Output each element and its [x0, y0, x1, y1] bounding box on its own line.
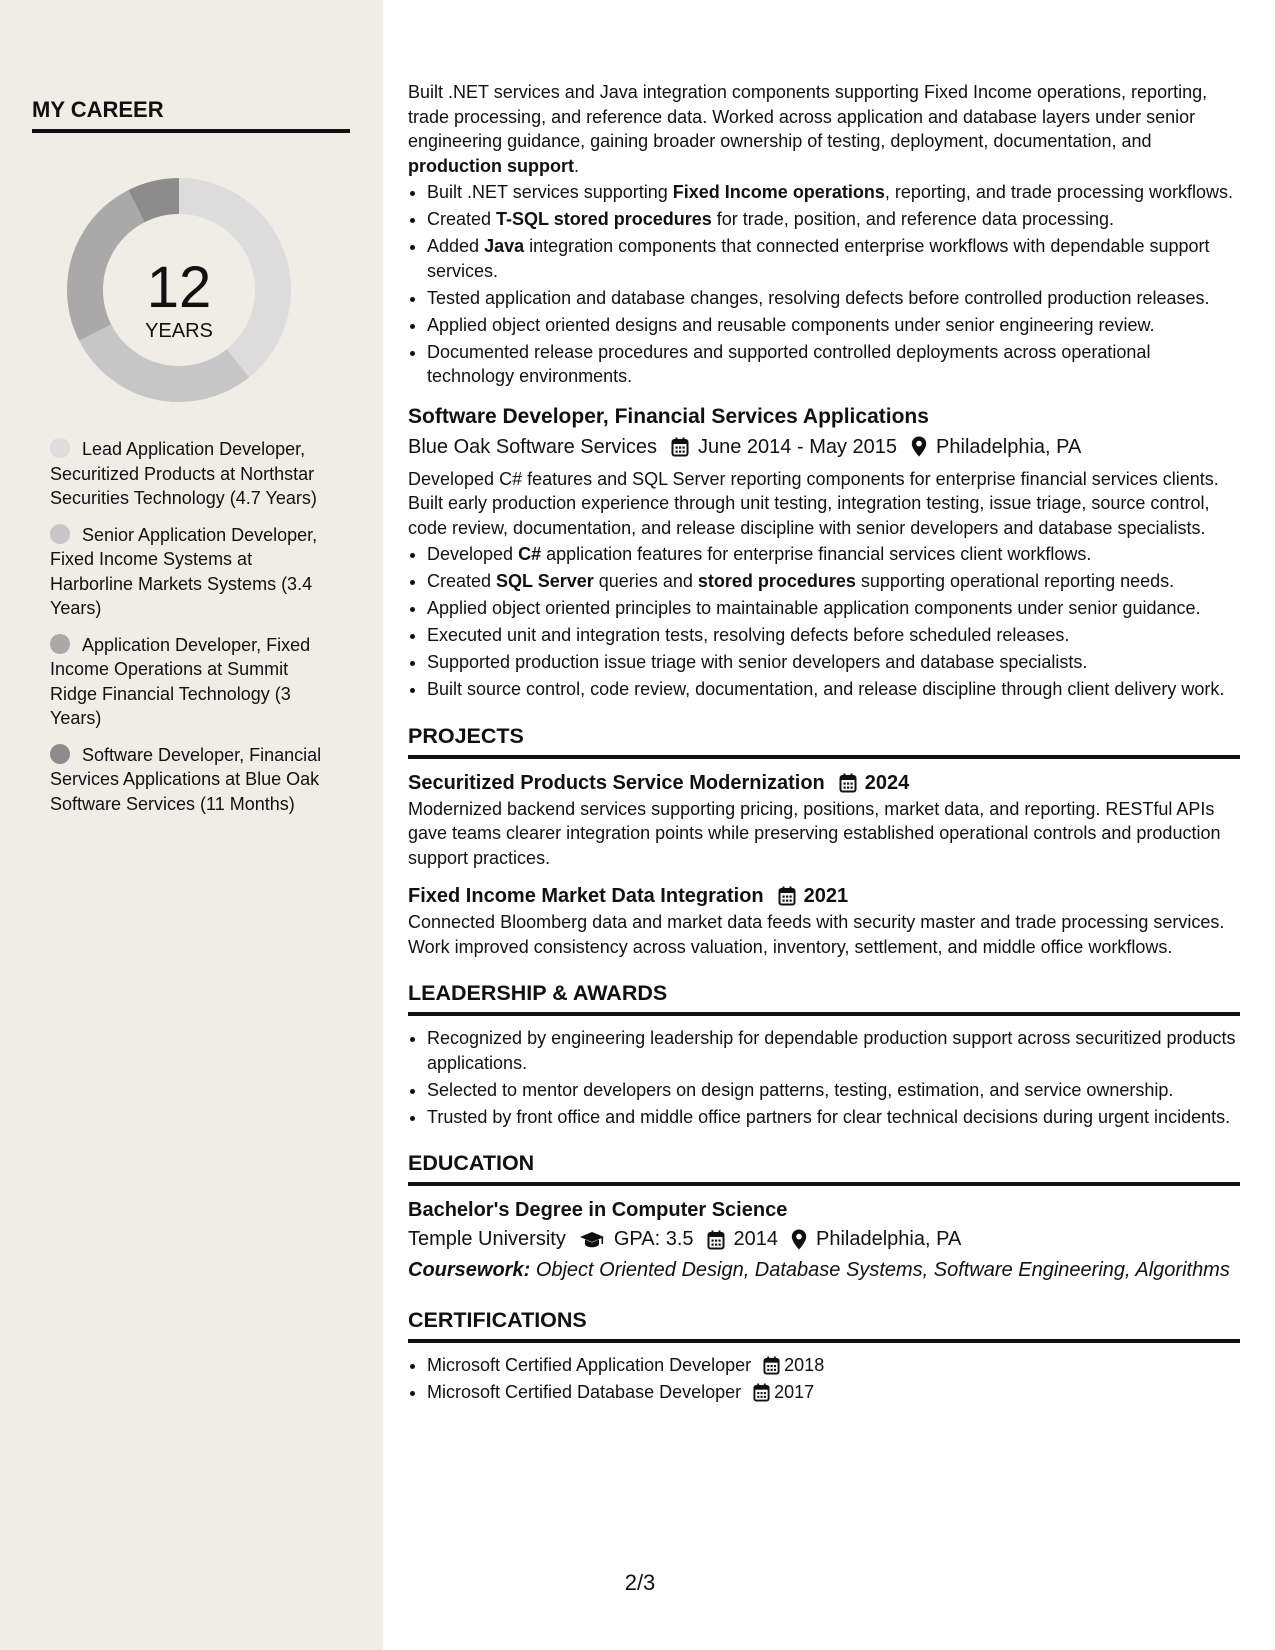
calendar-icon	[753, 1383, 770, 1402]
bullet-text: Built .NET services supporting	[427, 182, 673, 202]
bullet-text: Applied object oriented designs and reusable components under senior engineering review.	[427, 314, 1155, 335]
bullet-bold: SQL Server	[496, 571, 594, 591]
certification-year: 2018	[784, 1355, 825, 1375]
career-item-text: Software Developer, Financial Services Applications at Blue Oak Software Services (11 Months)	[50, 744, 322, 814]
job-summary	[408, 80, 1240, 178]
leadership-item: • Recognized by engineering leadership for dependable production support across securitized products applications.	[427, 1026, 1240, 1075]
project-name: Fixed Income Market Data Integration	[408, 885, 764, 907]
career-item-text: Lead Application Developer, Securitized Products at Northstar Securities Technology (4.7 Years)	[50, 439, 317, 508]
map-pin-icon	[911, 436, 927, 457]
calendar-icon	[778, 886, 796, 906]
bullet-item	[427, 650, 1240, 675]
bullet-bold: Fixed Income operations	[672, 182, 885, 202]
career-dot	[50, 524, 70, 544]
coursework-list: Object Oriented Design, Database Systems, Software Engineering, Algorithms	[535, 1259, 1230, 1281]
job-bullets	[408, 542, 1240, 702]
certifications-list	[408, 1353, 1240, 1405]
summary-bold: production support	[408, 155, 574, 176]
summary-text: .	[573, 155, 579, 176]
school-name: Temple University	[408, 1228, 566, 1250]
bullet-item	[427, 677, 1240, 702]
bullet-text: queries and	[593, 571, 698, 591]
certifications-heading: CERTIFICATIONS	[408, 1306, 1240, 1343]
certification-name: • Microsoft Certified Application Developer	[427, 1355, 752, 1375]
career-item	[50, 743, 325, 817]
project-year: 2021	[803, 885, 849, 907]
leadership-list	[408, 1026, 1240, 1129]
career-item	[50, 437, 325, 511]
bullet-item	[427, 286, 1240, 311]
bullet-item	[427, 596, 1240, 621]
bullet-text: Built source control, code review, documentation, and release discipline through client delivery work.	[427, 679, 1225, 699]
project-title	[408, 882, 1240, 910]
bullet-text: integration components that connected enterprise workflows with dependable support services.	[427, 236, 1210, 281]
bullet-item	[427, 180, 1240, 205]
degree-title: Bachelor's Degree in Computer Science	[408, 1199, 788, 1221]
bullet-text: supporting operational reporting needs.	[855, 571, 1175, 591]
project-year: 2024	[864, 771, 910, 794]
career-dot	[50, 744, 70, 764]
gpa: GPA: 3.5	[613, 1228, 694, 1250]
career-years-number: 12	[146, 255, 212, 320]
job-company: Blue Oak Software Services	[408, 435, 657, 458]
calendar-icon	[671, 437, 689, 457]
project-name: Securitized Products Service Modernization	[408, 771, 825, 794]
job-dates: June 2014 - May 2015	[698, 435, 898, 458]
career-years-unit: YEARS	[145, 320, 213, 342]
education-heading: EDUCATION	[408, 1149, 1240, 1186]
bullet-text: Documented release procedures and supported controlled deployments across operational technology environments.	[427, 341, 1151, 386]
education-location: Philadelphia, PA	[816, 1228, 962, 1250]
map-pin-icon	[791, 1229, 807, 1250]
bullet-item	[427, 313, 1240, 338]
leadership-item: • Selected to mentor developers on design patterns, testing, estimation, and service ownership.	[427, 1078, 1240, 1103]
project-title	[408, 769, 1240, 797]
job-bullets	[408, 180, 1240, 389]
certification-name: • Microsoft Certified Database Developer	[427, 1382, 742, 1402]
bullet-item	[427, 340, 1240, 389]
job-meta	[408, 433, 1240, 461]
career-item-text: Senior Application Developer, Fixed Income Systems at Harborline Markets Systems (3.4 Years)	[50, 524, 318, 618]
bullet-text: Applied object oriented principles to maintainable application components under senior guidance.	[427, 598, 1201, 618]
education-meta	[408, 1224, 1240, 1255]
donut-svg	[66, 177, 292, 403]
bullet-text: Created	[427, 209, 497, 229]
sidebar	[0, 0, 383, 1650]
main-content	[408, 80, 1240, 1407]
job-location: Philadelphia, PA	[936, 435, 1082, 458]
bullet-text: application features for enterprise financial services client workflows.	[541, 544, 1092, 564]
graduation-year: 2014	[733, 1228, 778, 1250]
leadership-heading: LEADERSHIP & AWARDS	[408, 979, 1240, 1016]
page-number: 2/3	[624, 1570, 656, 1595]
bullet-item	[427, 569, 1240, 594]
bullet-item	[427, 623, 1240, 648]
calendar-icon	[839, 773, 857, 793]
coursework	[408, 1255, 1240, 1286]
calendar-icon	[707, 1230, 725, 1250]
leadership-item: • Trusted by front office and middle office partners for clear technical decisions during urgent incidents.	[427, 1105, 1240, 1130]
bullet-text: Developed	[427, 544, 519, 564]
bullet-text: Tested application and database changes, resolving defects before controlled production releases.	[427, 287, 1210, 308]
career-item	[50, 523, 325, 621]
calendar-icon	[763, 1356, 780, 1375]
bullet-bold: Java	[484, 236, 525, 256]
bullet-text: , reporting, and trade processing workflows.	[884, 182, 1233, 202]
certification-item	[427, 1353, 1240, 1378]
projects-heading: PROJECTS	[408, 722, 1240, 759]
career-donut-chart	[66, 177, 292, 403]
job-summary: Developed C# features and SQL Server reporting components for enterprise financial services clients. Built early production experience through unit testing, integration testing, issue triage, source control, code review, documentation, and release discipline with senior developers and database specialists.	[408, 468, 1219, 538]
certification-item	[427, 1380, 1240, 1405]
career-dot	[50, 438, 70, 458]
career-heading: MY CAREER	[32, 97, 350, 133]
project-desc: Connected Bloomberg data and market data feeds with security master and trade processing services. Work improved consistency across valuation, inventory, settlement, and middle office workflows.	[408, 912, 1225, 957]
bullet-text: Executed unit and integration tests, resolving defects before scheduled releases.	[427, 625, 1070, 645]
bullet-item	[427, 207, 1240, 232]
bullet-text: Supported production issue triage with senior developers and database specialists.	[427, 652, 1088, 672]
bullet-text: for trade, position, and reference data processing.	[711, 209, 1115, 229]
project-desc: Modernized backend services supporting pricing, positions, market data, and reporting. RESTful APIs gave teams clearer integration points while preserving established operational controls and production support practices.	[408, 798, 1221, 868]
career-item-text: Application Developer, Fixed Income Operations at Summit Ridge Financial Technology (3 Years)	[50, 634, 311, 728]
bullet-bold: stored procedures	[697, 571, 856, 591]
career-list	[50, 437, 325, 828]
career-item	[50, 633, 325, 731]
certification-year: 2017	[774, 1382, 815, 1402]
bullet-text: Created	[427, 571, 497, 591]
summary-text: Built .NET services and Java integration components supporting Fixed Income operations, reporting, trade processing, and reference data. Worked across application and database layers under senior engineering guidance, gaining broader ownership of testing, deployment, documentation, and	[408, 82, 1208, 151]
bullet-item	[427, 542, 1240, 567]
bullet-item	[427, 234, 1240, 283]
bullet-text: Added	[427, 236, 485, 256]
career-dot	[50, 634, 70, 654]
graduation-cap-icon	[579, 1231, 605, 1249]
bullet-bold: C#	[518, 544, 542, 564]
job-title: Software Developer, Financial Services Applications	[408, 404, 929, 428]
coursework-label: Coursework:	[408, 1259, 531, 1281]
bullet-bold: T-SQL stored procedures	[496, 209, 712, 229]
